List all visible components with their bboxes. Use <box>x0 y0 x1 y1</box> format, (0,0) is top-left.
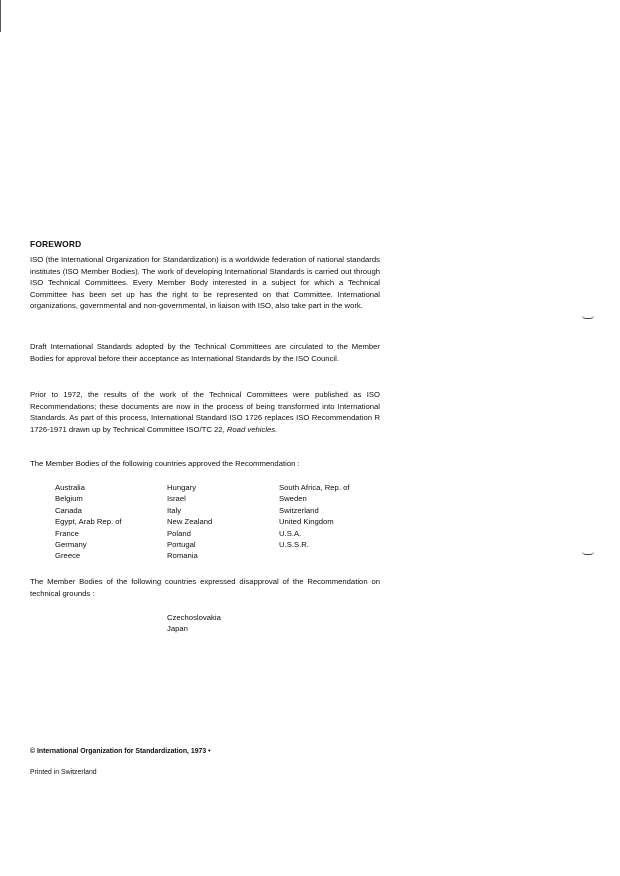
country-name: Greece <box>55 551 81 561</box>
country-name: Belgium <box>55 494 83 504</box>
approval-intro: The Member Bodies of the following countries approved the Recommendation : <box>30 459 300 468</box>
country-name: Romania <box>167 551 198 561</box>
country-name: Sweden <box>279 494 307 504</box>
foreword-paragraph-iso: ISO (the International Organization for Standardization) is a worldwide federation of national standards institutes (ISO Member Bodies). The work of developing International Standards is carried out through ISO Technical Committees. Every Member Body interested in a subject for which a Technical Committee has been set up has the right to be represented on that Committee. International organizations, governmental and non-governmental, in liaison with ISO, also take part in the work. <box>30 255 380 310</box>
country-name: United Kingdom <box>279 517 334 527</box>
country-name: South Africa, Rep. of <box>279 483 350 492</box>
printed-in-notice: Printed in Switzerland <box>30 769 97 776</box>
disapproved-countries-list <box>167 612 221 635</box>
country-name: New Zealand <box>167 517 213 527</box>
country-name: Hungary <box>167 483 197 492</box>
country-name: Italy <box>167 505 182 515</box>
country-name: France <box>55 528 79 538</box>
scan-margin-mark <box>582 315 594 319</box>
history-text: Prior to 1972, the results of the work of the Technical Committees were published as ISO Recommendations; these documents are now in the process of being transformed into International Standards. As part of this process, International Standard ISO 1726 replaces ISO Recommendation R 1726-1971 drawn up by Technical Committee ISO/TC 22, <box>30 390 380 434</box>
tc-title: Road vehicles. <box>226 424 278 434</box>
country-name: Israel <box>167 494 186 504</box>
country-name: Switzerland <box>279 505 319 515</box>
country-name: U.S.A. <box>279 528 302 538</box>
foreword-paragraph-drafts: Draft International Standards adopted by the Technical Committees are circulated to the Member Bodies for approval before their acceptance as International Standards by the ISO Council. <box>30 342 380 363</box>
country-name: Australia <box>55 483 85 492</box>
country-name: U.S.S.R. <box>279 540 309 550</box>
country-name: Czechoslovakia <box>167 613 221 622</box>
approved-countries-column-3 <box>279 482 350 550</box>
country-name: Canada <box>55 505 82 515</box>
scan-edge-mark <box>0 0 1 32</box>
scan-margin-mark <box>582 551 594 555</box>
foreword-heading: FOREWORD <box>30 239 82 249</box>
approved-countries-column-1 <box>55 482 122 562</box>
country-name: Japan <box>167 624 188 634</box>
country-name: Germany <box>55 540 87 550</box>
foreword-paragraph-history <box>30 389 380 435</box>
disapproval-intro: The Member Bodies of the following countries expressed disapproval of the Recommendation on technical grounds : <box>30 577 380 598</box>
approved-countries-column-2 <box>167 482 212 562</box>
country-name: Egypt, Arab Rep. of <box>55 517 122 527</box>
country-name: Poland <box>167 528 191 538</box>
country-name: Portugal <box>167 540 196 550</box>
copyright-notice: © International Organization for Standardization, 1973 • <box>30 748 211 755</box>
